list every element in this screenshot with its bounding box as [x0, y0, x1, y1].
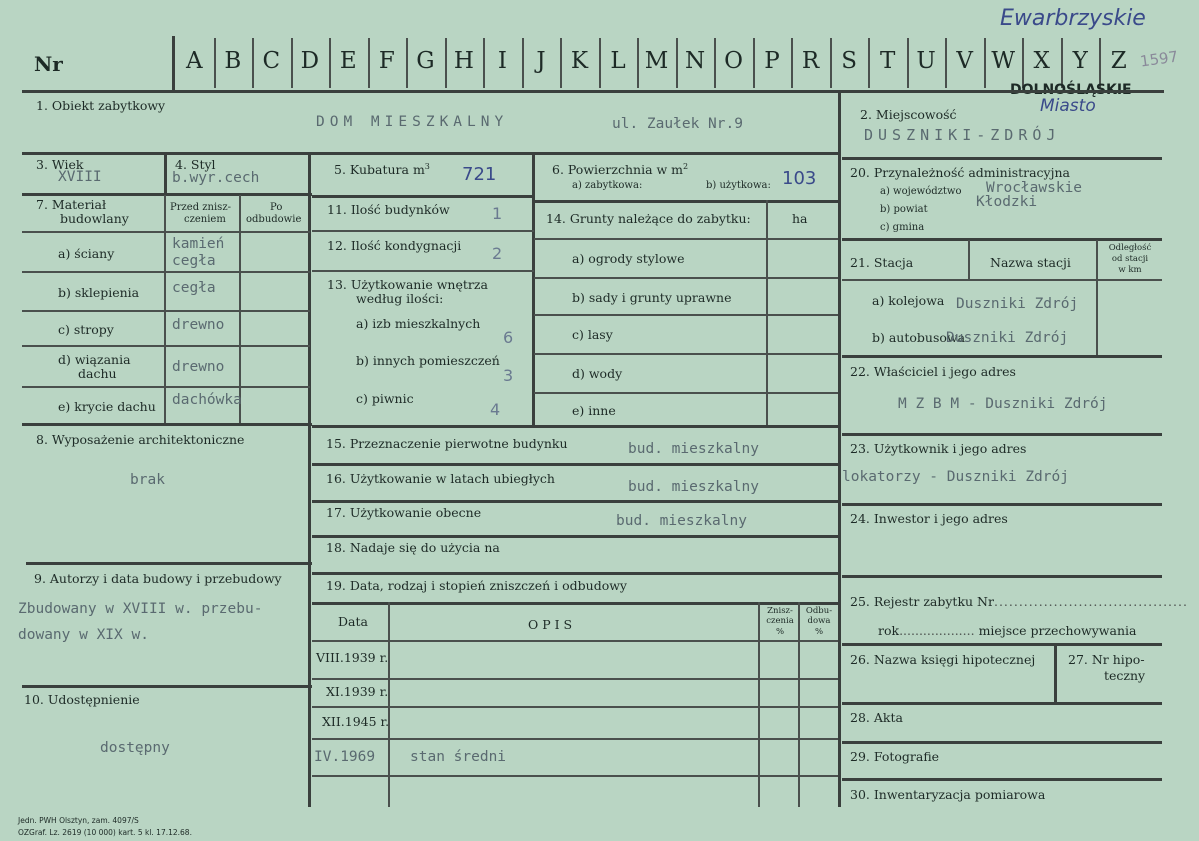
f8-label: 8. Wyposażenie architektoniczne [36, 432, 245, 447]
letter-t: T [879, 48, 896, 74]
f17-label: 17. Użytkowanie obecne [326, 505, 482, 520]
f14-line-3 [534, 353, 838, 355]
letter-separator [599, 38, 601, 88]
nr-label: Nr [34, 52, 63, 76]
f23-label: 23. Użytkownik i jego adres [850, 441, 1027, 456]
f5-label [334, 162, 430, 177]
f12-label: 12. Ilość kondygnacji [327, 238, 462, 253]
f7-row-d-value-1: drewno [172, 359, 225, 375]
letter-separator [868, 38, 870, 88]
letter-n: N [684, 48, 706, 74]
f19-col-date: Data [338, 614, 368, 629]
f7-row-e-value-1: dachówka [172, 392, 242, 408]
line-195-mid [312, 195, 534, 198]
f11-label: 11. Ilość budynków [327, 202, 450, 217]
f14-unit: ha [792, 211, 808, 226]
letter-w: W [991, 48, 1015, 74]
f1-value-b: ul. Zaułek Nr.9 [612, 116, 743, 132]
f25-place-text: miejsce przechowywania [978, 623, 1137, 638]
letter-separator [1099, 38, 1101, 88]
f7-line-4 [22, 345, 310, 347]
f7-label-2: budowlany [60, 211, 129, 226]
letter-separator [406, 38, 408, 88]
f19-col-desc: O P I S [528, 617, 573, 632]
letter-p: P [764, 48, 780, 74]
f7-line-2 [22, 271, 310, 273]
line-503-right [842, 503, 1162, 506]
letter-k: K [570, 48, 589, 74]
f20-a-label: a) województwo [880, 186, 962, 197]
f14-row-b: b) sady i grunty uprawne [572, 290, 732, 305]
f7-line-5 [22, 386, 310, 388]
f12-line [312, 270, 534, 272]
f25-rok-text: rok [878, 623, 900, 638]
f3-divider [164, 152, 167, 195]
f14-label: 14. Grunty należące do zabytku: [546, 211, 751, 226]
letter-separator [676, 38, 678, 88]
f19-header-line [312, 640, 838, 642]
letter-l: L [610, 48, 626, 74]
f24-label: 24. Inwestor i jego adres [850, 511, 1008, 526]
line-572-mid [312, 572, 838, 575]
letter-o: O [724, 48, 743, 74]
line-425-mid [312, 425, 838, 428]
f25-rok-dots: ................... [899, 623, 975, 638]
f6-sub-a: a) zabytkowa: [572, 180, 643, 191]
letter-c: C [262, 48, 281, 74]
line-575-right [842, 575, 1162, 578]
letter-separator [753, 38, 755, 88]
f13-c-value: 4 [490, 400, 501, 419]
line-238-right [842, 238, 1162, 241]
f3-label: 3. Wiek [36, 157, 84, 172]
f29-label: 29. Fotografie [850, 749, 940, 764]
f27-label-1: 27. Nr hipo- [1068, 652, 1145, 667]
f15-label: 15. Przeznaczenie pierwotne budynku [326, 436, 568, 451]
line-157-right [842, 157, 1162, 160]
f20-b-label: b) powiat [880, 204, 928, 215]
letter-j: J [536, 48, 546, 74]
line-643-right [842, 643, 1162, 646]
f7-col-after-2: odbudowie [246, 214, 302, 225]
f19-row-4-desc: stan średni [410, 749, 507, 765]
f9-value-2: dowany w XIX w. [18, 627, 149, 643]
f7-label-1: 7. Materiał [36, 197, 107, 212]
f21-col-dist-1: Odległość [1108, 243, 1152, 253]
f6-sup: 2 [683, 162, 689, 171]
letter-s: S [841, 48, 857, 74]
f11-value: 1 [492, 204, 503, 223]
handwritten-voivodeship: Ewarbrzyskie [1000, 6, 1146, 31]
f7-col-before-2: czeniem [184, 214, 226, 225]
f7-row-b-value-1: cegła [172, 280, 216, 296]
letter-separator [1061, 38, 1063, 88]
f5-label-text: 5. Kubatura m [334, 162, 425, 178]
f7-row-b-label: b) sklepienia [58, 285, 140, 300]
f15-value: bud. mieszkalny [628, 441, 759, 457]
f17-value: bud. mieszkalny [616, 513, 747, 529]
letter-m: M [644, 48, 669, 74]
line-152 [22, 152, 838, 155]
letter-r: R [801, 48, 820, 74]
f25-label-text: 25. Rejestr zabytku Nr [850, 594, 994, 609]
line-200-mid [534, 200, 838, 203]
f19-row-line-2 [312, 706, 838, 708]
f19-row-3-date: XII.1945 r. [322, 714, 390, 729]
f21-b-label: b) autobusowa [872, 330, 966, 345]
letter-separator [445, 38, 447, 88]
letter-a: A [185, 48, 203, 74]
f1-value-a: DOM MIESZKALNY [316, 114, 509, 130]
f7-divider-1 [164, 195, 166, 423]
handwritten-place-type: Miasto [1040, 96, 1096, 116]
line-685-left [22, 685, 312, 688]
letter-z: Z [1110, 48, 1127, 74]
f7-row-a-value-1: kamień [172, 236, 225, 252]
f19-col-rebuild-pct: % [814, 627, 824, 637]
f19-row-1-date: VIII.1939 r. [316, 650, 389, 665]
f11-line [312, 230, 534, 232]
f19-label: 19. Data, rodzaj i stopień zniszczeń i odbudowy [326, 578, 627, 593]
col-divider-right [838, 90, 841, 807]
f13-a-label: a) izb mieszkalnych [356, 316, 481, 331]
f10-label: 10. Udostępnienie [24, 692, 140, 707]
letter-y: Y [1072, 48, 1088, 74]
f20-c-label: c) gmina [880, 222, 925, 233]
f12-value: 2 [492, 244, 503, 263]
f19-col-destr-1: Znisz- [767, 606, 793, 616]
f14-line-0 [534, 238, 838, 240]
f9-label: 9. Autorzy i data budowy i przebudowy [34, 571, 282, 586]
letter-separator [368, 38, 370, 88]
letter-separator [907, 38, 909, 88]
f21-divider-2 [1096, 240, 1098, 355]
f13-b-label: b) innych pomieszczeń [356, 353, 500, 368]
f21-header-line [842, 279, 1162, 281]
letter-separator [830, 38, 832, 88]
f2-value: DUSZNIKI-ZDRÓJ [864, 126, 1061, 144]
f26-divider [1054, 643, 1057, 703]
f3-value: XVIII [58, 169, 102, 185]
letter-separator [945, 38, 947, 88]
f14-line-4 [534, 392, 838, 394]
header-divider [172, 36, 175, 90]
footer-line-2: OZGraf. Lz. 2619 (10 000) kart. 5 kl. 17.12.68. [18, 828, 192, 837]
letter-separator [791, 38, 793, 88]
f5-value: 721 [462, 164, 497, 185]
f7-row-a-value-2: cegła [172, 253, 216, 269]
line-193-left [22, 193, 312, 196]
letter-separator [637, 38, 639, 88]
line-778-right [842, 778, 1162, 781]
f21-divider-1 [968, 240, 970, 280]
letter-separator [483, 38, 485, 88]
f4-label: 4. Styl [175, 157, 216, 172]
f6-label [552, 162, 688, 177]
f13-c-label: c) piwnic [356, 391, 414, 406]
header-line [22, 90, 1164, 93]
f20-label: 20. Przynależność administracyjna [850, 165, 1070, 180]
f18-label: 18. Nadaje się do użycia na [326, 540, 500, 555]
f6-value-b: 103 [782, 168, 817, 189]
f7-row-c-value-1: drewno [172, 317, 225, 333]
f14-line-2 [534, 314, 838, 316]
f28-label: 28. Akta [850, 710, 903, 725]
f30-label: 30. Inwentaryzacja pomiarowa [850, 787, 1046, 802]
f21-col-dist-3: w km [1118, 265, 1142, 275]
letter-h: H [453, 48, 474, 74]
f8-value: brak [130, 472, 165, 488]
letter-separator [522, 38, 524, 88]
f13-label-2: według ilości: [356, 291, 444, 306]
line-355-right [842, 355, 1162, 358]
letter-i: I [497, 48, 507, 74]
f26-label: 26. Nazwa księgi hipotecznej [850, 652, 1036, 667]
handwritten-number: 1597 [1138, 47, 1180, 71]
letter-separator [329, 38, 331, 88]
f2-label: 2. Miejscowość [860, 107, 957, 122]
f14-row-c: c) lasy [572, 327, 613, 342]
f16-value: bud. mieszkalny [628, 479, 759, 495]
f21-label: 21. Stacja [850, 255, 914, 270]
f7-divider-2 [239, 195, 241, 423]
f7-line-1 [22, 231, 310, 233]
f21-col-name: Nazwa stacji [990, 255, 1071, 270]
f22-value: M Z B M - Duszniki Zdrój [898, 396, 1108, 412]
letter-separator [214, 38, 216, 88]
f7-row-c-label: c) stropy [58, 322, 114, 337]
f7-col-after-1: Po [270, 202, 283, 213]
f19-row-4-date: IV.1969 [314, 749, 376, 765]
f5-sup: 3 [424, 162, 430, 171]
line-500-mid [312, 500, 838, 503]
f20-b-value: Kłodzki [976, 194, 1038, 210]
letter-b: B [224, 48, 242, 74]
f7-row-d-label: d) wiązania [58, 352, 131, 367]
f19-col-rebuild-2: dowa [807, 616, 831, 626]
f25-label [850, 594, 1188, 609]
letter-f: F [378, 48, 395, 74]
f9-value-1: Zbudowany w XVIII w. przebu- [18, 601, 263, 617]
letter-d: D [300, 48, 320, 74]
f13-a-value: 6 [503, 328, 514, 347]
footer-line-1: Jedn. PWH Olsztyn, zam. 4097/S [18, 816, 139, 825]
letter-separator [1022, 38, 1024, 88]
f5-divider [532, 152, 535, 425]
letter-separator [252, 38, 254, 88]
line-423-left [22, 423, 312, 426]
f21-a-value: Duszniki Zdrój [956, 296, 1079, 312]
f23-value: lokatorzy - Duszniki Zdrój [842, 469, 1069, 485]
f21-col-dist-2: od stacji [1111, 254, 1149, 264]
letter-u: U [916, 48, 936, 74]
line-741-right [842, 741, 1162, 744]
f7-row-d-label-2: dachu [78, 366, 117, 381]
f19-col-destr-2: czenia [766, 616, 794, 626]
f19-row-line-4 [312, 775, 838, 777]
f7-line-3 [22, 310, 310, 312]
f27-label-2: teczny [1104, 668, 1146, 683]
f21-a-label: a) kolejowa [872, 293, 945, 308]
f10-value: dostępny [100, 740, 170, 756]
f7-row-e-label: e) krycie dachu [58, 399, 156, 414]
f13-label-1: 13. Użytkowanie wnętrza [327, 277, 488, 292]
f14-row-a: a) ogrody stylowe [572, 251, 685, 266]
line-463-mid [312, 463, 838, 466]
letter-g: G [416, 48, 435, 74]
f25-rok [878, 623, 1136, 638]
f4-value: b.wyr.cech [172, 170, 260, 186]
letter-separator [984, 38, 986, 88]
f14-row-e: e) inne [572, 403, 616, 418]
line-702-right [842, 702, 1162, 705]
letter-separator [714, 38, 716, 88]
f7-col-before-1: Przed znisz- [170, 202, 231, 213]
col-divider-left [308, 152, 311, 807]
f16-label: 16. Użytkowanie w latach ubiegłych [326, 471, 555, 486]
f1-label: 1. Obiekt zabytkowy [36, 98, 166, 113]
letter-x: X [1033, 48, 1050, 74]
f13-b-value: 3 [503, 366, 514, 385]
f20-a-value: Wrocławskie [986, 180, 1083, 196]
f19-row-2-date: XI.1939 r. [326, 684, 389, 699]
line-535-mid [312, 535, 838, 538]
line-562-left [26, 562, 312, 565]
letter-separator [560, 38, 562, 88]
f7-row-a-label: a) ściany [58, 246, 115, 261]
line-433-right [842, 433, 1162, 436]
f6-label-text: 6. Powierzchnia w m [552, 162, 684, 178]
letter-v: V [956, 48, 973, 74]
f19-row-line-3 [312, 738, 838, 740]
f22-label: 22. Właściciel i jego adres [850, 364, 1016, 379]
f6-sub-b: b) użytkowa: [706, 180, 771, 191]
f19-col-destr-pct: % [775, 627, 785, 637]
letter-separator [291, 38, 293, 88]
f19-row-line-1 [312, 678, 838, 680]
f14-line-1 [534, 277, 838, 279]
letter-e: E [339, 48, 357, 74]
f25-dots: ....................................... [993, 594, 1188, 609]
f21-b-value: Duszniki Zdrój [946, 330, 1069, 346]
f14-row-d: d) wody [572, 366, 623, 381]
f19-col-rebuild-1: Odbu- [805, 606, 833, 616]
